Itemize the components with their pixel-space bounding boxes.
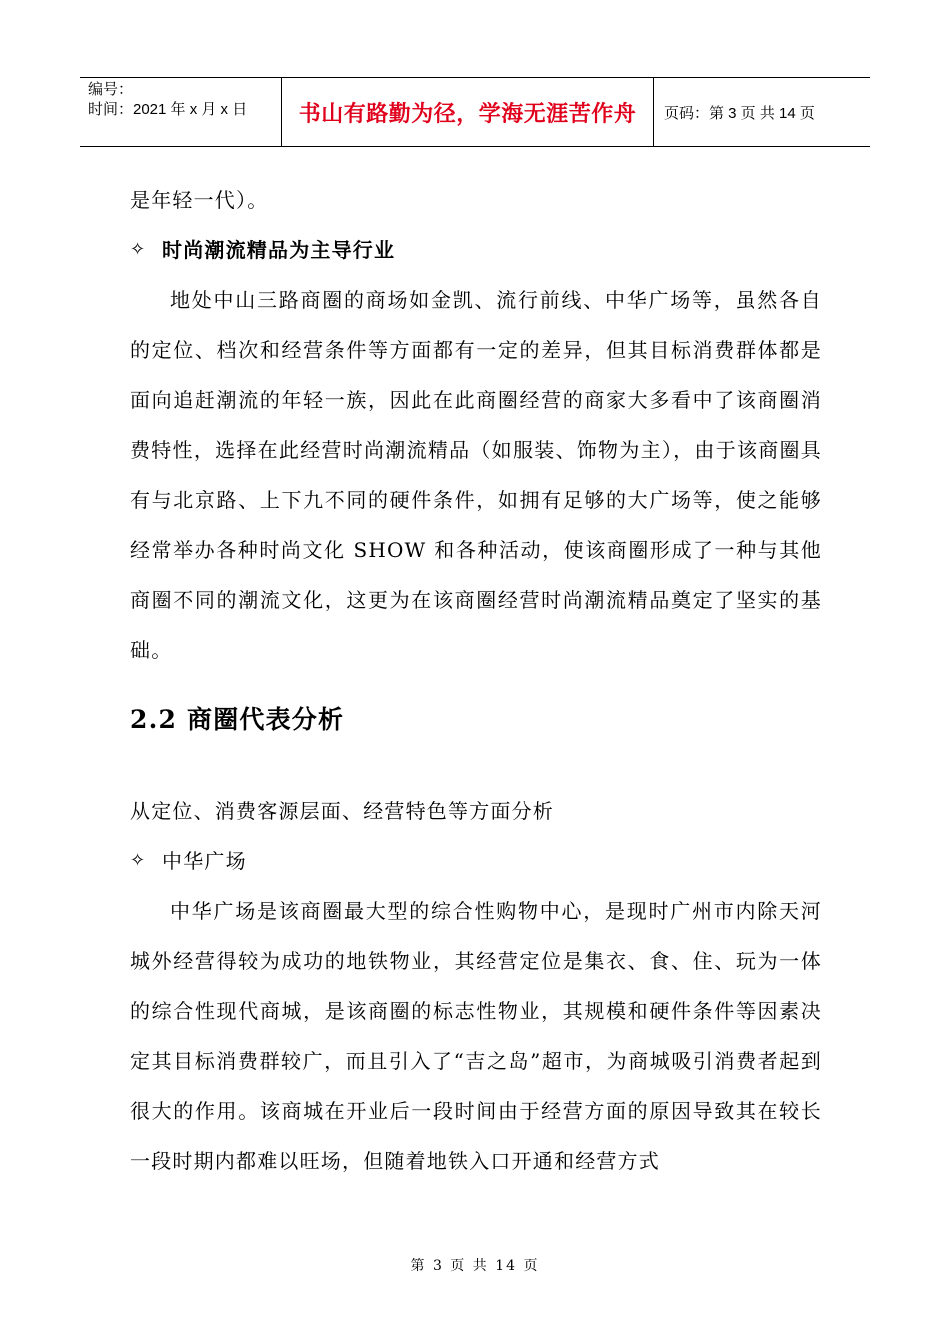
header-time: 时间：2021 年 x 月 x 日 [88, 101, 248, 118]
bullet-heading-2-text: 中华广场 [162, 849, 247, 873]
document-header [80, 77, 870, 147]
bullet-heading-2 [130, 836, 822, 886]
bullet-heading-1-text: 时尚潮流精品为主导行业 [162, 238, 396, 262]
intro-line: 是年轻一代）。 [130, 188, 269, 212]
diamond-bullet-icon: ✧ [130, 239, 147, 260]
diamond-bullet-icon: ✧ [130, 850, 147, 871]
paragraph-2: 中华广场是该商圈最大型的综合性购物中心，是现时广州市内除天河城外经营得较为成功的地铁物业，其经营定位是集衣、食、住、玩为一体的综合性现代商城，是该商圈的标志性物业，其规模和硬件条件等因素决定其目标消费群较广，而且引入了“吉之岛”超市，为商城吸引消费者起到很大的作用。该商城在开业后一段时间由于经营方面的原因导致其在较长一段时期内都难以旺场，但随着地铁入口开通和经营方式 [130, 899, 822, 1173]
header-page-info: 页码：第 3 页 共 14 页 [664, 104, 815, 122]
header-meta [80, 78, 282, 146]
document-body [130, 175, 822, 675]
header-motto: 书山有路勤为径，学海无涯苦作舟 [282, 78, 654, 146]
paragraph-1: 地处中山三路商圈的商场如金凯、流行前线、中华广场等，虽然各自的定位、档次和经营条件等方面都有一定的差异，但其目标消费群体都是面向追赶潮流的年轻一族，因此在此商圈经营的商家大多看中了该商圈消费特性，选择在此经营时尚潮流精品（如服装、饰物为主），由于该商圈具有与北京路、上下九不同的硬件条件，如拥有足够的大广场等，使之能够经常举办各种时尚文化 SHOW 和各种活动，使该商圈形成了一种与其他商圈不同的潮流文化，这更为在该商圈经营时尚潮流精品奠定了坚实的基础。 [130, 288, 822, 662]
section-title: 2.2 商圈代表分析 [130, 705, 345, 734]
section-body [130, 786, 822, 1186]
analysis-line: 从定位、消费客源层面、经营特色等方面分析 [130, 799, 554, 823]
bullet-heading-1 [130, 225, 822, 275]
section-2-2 [130, 695, 822, 745]
header-number: 编号： [88, 81, 134, 98]
page-footer: 第 3 页 共 14 页 [410, 1258, 540, 1274]
